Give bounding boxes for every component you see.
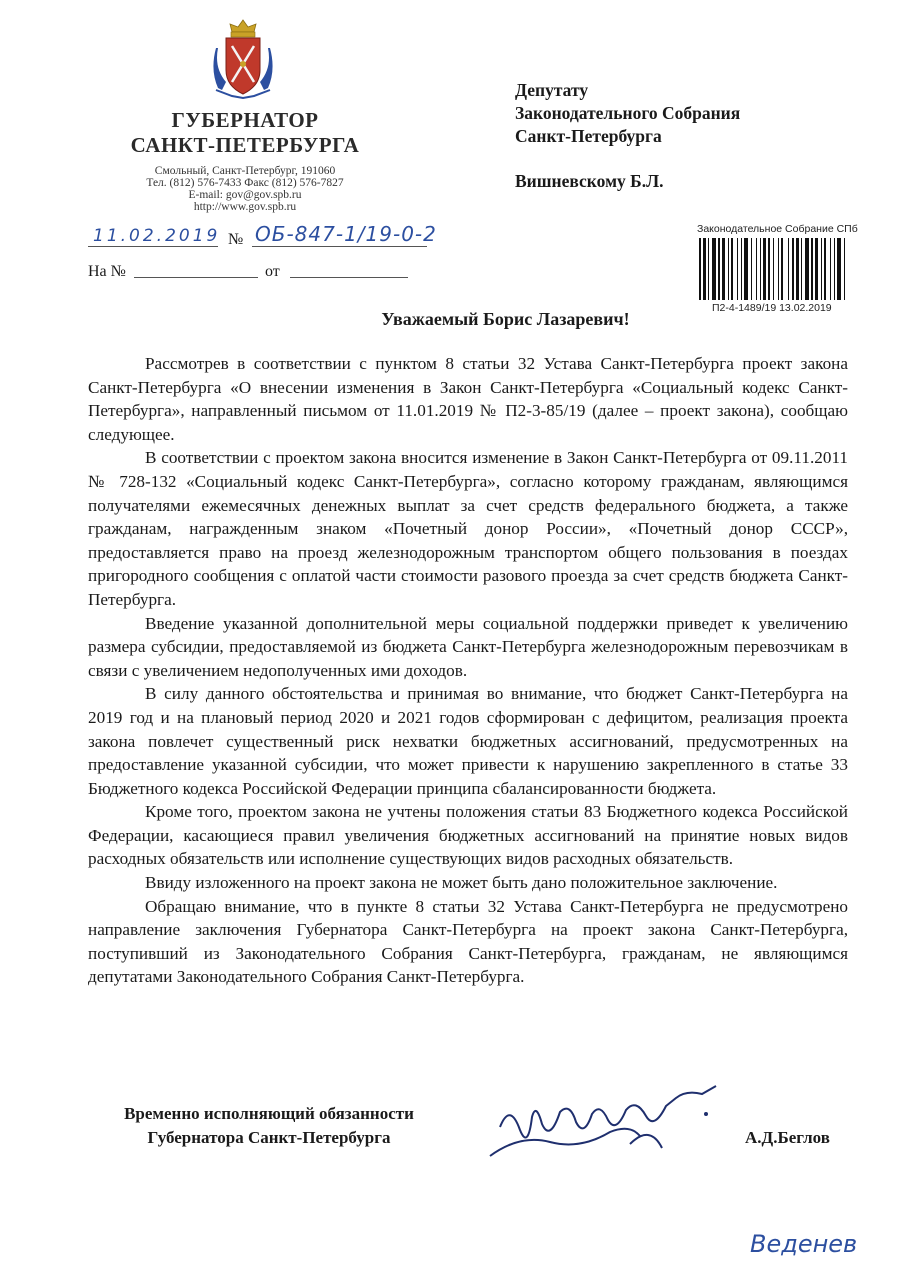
incoming-date-label: от bbox=[265, 263, 280, 280]
salutation: Уважаемый Борис Лазаревич! bbox=[381, 309, 630, 329]
outgoing-number-label: № bbox=[228, 231, 244, 248]
executor-handwritten-note: Веденев bbox=[750, 1230, 858, 1258]
incoming-number-label: На № bbox=[88, 263, 126, 280]
outgoing-number: ОБ-847-1/19-0-2 bbox=[255, 222, 437, 246]
signatory-position: Губернатора Санкт-Петербурга bbox=[147, 1128, 391, 1147]
body-paragraph: Введение указанной дополнительной меры социальной поддержки приведет к увеличению размера субсидии, предоставляемой из бюджета Санкт-Петербурга железнодорожным перевозчикам в связи с увеличением недополученных ими доходов. bbox=[88, 613, 848, 680]
salutation-row bbox=[0, 309, 905, 330]
incoming-number-line bbox=[134, 277, 258, 278]
outgoing-date: 11.02.2019 bbox=[93, 226, 221, 246]
barcode-icon bbox=[697, 238, 847, 300]
letterhead-website: http://www.gov.spb.ru bbox=[193, 201, 297, 213]
letterhead-phones: Тел. (812) 576-7433 Факс (812) 576-7827 bbox=[146, 177, 344, 189]
addressee-line: Законодательного Собрания bbox=[515, 103, 741, 123]
body-paragraph: Обращаю внимание, что в пункте 8 статьи 32 Устава Санкт-Петербурга не предусмотрено направление заключения Губернатора Санкт-Петербурга на проект закона Санкт-Петербурга, поступивший из Законодательного Собрания Санкт-Петербурга, гражданам, не являющимся депутатами Законодательного Собрания Санкт-Петербурга. bbox=[88, 896, 848, 987]
letterhead-subtitle: САНКТ-ПЕТЕРБУРГА bbox=[130, 133, 360, 157]
addressee-line: Депутату bbox=[515, 80, 589, 100]
stamp-registration-number: П2-4-1489/19 13.02.2019 bbox=[712, 302, 832, 314]
letterhead-address: Смольный, Санкт-Петербург, 191060 bbox=[154, 165, 336, 177]
coat-of-arms-icon bbox=[212, 18, 274, 100]
addressee-name: Вишневскому Б.Л. bbox=[515, 171, 664, 191]
outgoing-number-line bbox=[252, 246, 427, 247]
body-paragraph: Ввиду изложенного на проект закона не может быть дано положительное заключение. bbox=[145, 873, 778, 893]
incoming-date-line bbox=[290, 277, 408, 278]
body-paragraph: В силу данного обстоятельства и принимая во внимание, что бюджет Санкт-Петербурга на 2019 год и на плановый период 2020 и 2021 годов сформирован с дефицитом, реализация проекта закона повлечет существенный риск нехватки бюджетных ассигнований, предусмотренных на предоставление указанной субсидии, что может привести к нарушению закрепленного в статье 33 Бюджетного кодекса Российской Федерации принципа сбалансированности бюджета. bbox=[88, 684, 848, 798]
signatory-position: Временно исполняющий обязанности bbox=[124, 1104, 414, 1123]
letterhead-title: ГУБЕРНАТОР bbox=[171, 108, 319, 132]
signatory-name: А.Д.Беглов bbox=[745, 1128, 830, 1147]
body-paragraph: Рассмотрев в соответствии с пунктом 8 статьи 32 Устава Санкт-Петербурга проект закона Санкт-Петербурга «О внесении изменения в Закон Санкт-Петербурга «Социальный кодекс Санкт-Петербурга», направленный письмом от 11.01.2019 № П2-3-85/19 (далее – проект закона), сообщаю следующее. bbox=[88, 354, 848, 444]
addressee-line: Санкт-Петербурга bbox=[515, 126, 662, 146]
stamp-title: Законодательное Собрание СПб bbox=[697, 223, 858, 235]
outgoing-date-line bbox=[88, 246, 218, 247]
letterhead-email: E-mail: gov@gov.spb.ru bbox=[188, 189, 302, 201]
body-paragraph: В соответствии с проектом закона вносится изменение в Закон Санкт-Петербурга от 09.11.2011 № 728-132 «Социальный кодекс Санкт-Петербурга», согласно которому гражданам, являющимся получателями ежемесячных денежных выплат за счет средств федерального бюджета, а также гражданам, награжденным знаком «Почетный донор России», «Почетный донор СССР», предоставляется право на проезд железнодорожным транспортом общего пользования в поездах пригородного сообщения с оплатой части стоимости разового проезда за счет средств бюджета Санкт-Петербурга. bbox=[88, 448, 848, 609]
letter-body bbox=[88, 352, 848, 989]
body-paragraph: Кроме того, проектом закона не учтены положения статьи 83 Бюджетного кодекса Российской Федерации, касающиеся правил увеличения бюджетных ассигнований на принятие новых видов расходных обязательств или исполнение существующих видов расходных обязательств. bbox=[88, 802, 848, 869]
handwritten-signature-icon bbox=[480, 1072, 750, 1172]
